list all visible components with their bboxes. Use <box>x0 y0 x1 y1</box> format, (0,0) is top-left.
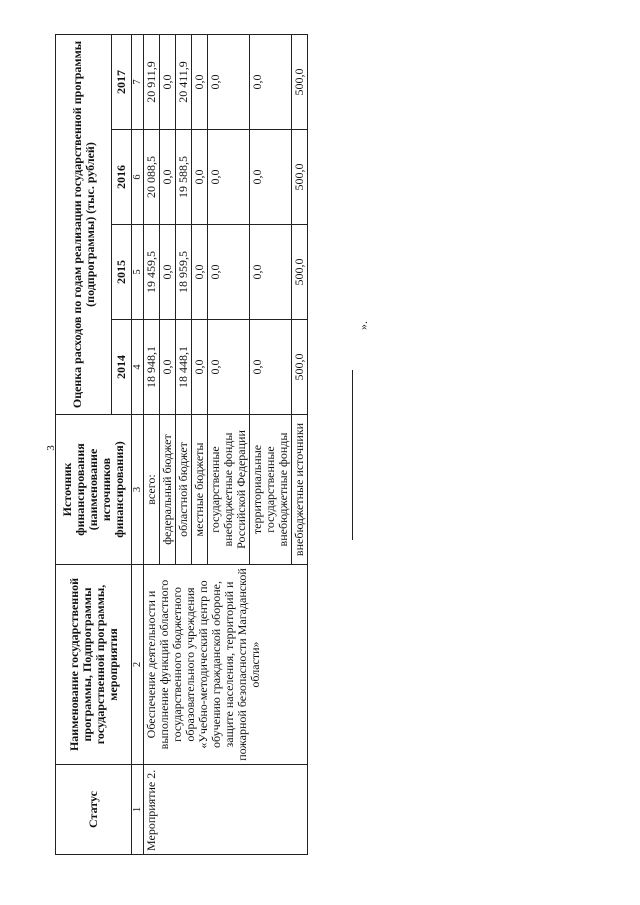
value-cell: 500,0 <box>292 34 308 129</box>
year-2016: 2016 <box>112 130 132 225</box>
expenditure-table <box>55 34 308 855</box>
source-label: государственные внебюджетные фонды Российской Федерации <box>208 415 250 565</box>
footer-mark <box>342 290 402 550</box>
table-row <box>144 34 160 854</box>
header-name: Наименование государственной программы, Подпрограммы государственной программы, мероприятия <box>56 565 132 765</box>
value-cell: 0,0 <box>160 34 176 129</box>
value-cell: 20 911,9 <box>144 34 160 129</box>
col-number: 3 <box>132 415 144 565</box>
value-cell: 18 448,1 <box>176 320 192 415</box>
value-cell: 500,0 <box>292 130 308 225</box>
value-cell: 0,0 <box>250 225 292 320</box>
value-cell: 0,0 <box>208 225 250 320</box>
value-cell: 0,0 <box>250 34 292 129</box>
value-cell: 0,0 <box>160 320 176 415</box>
row-status: Мероприятие 2. <box>144 765 308 855</box>
value-cell: 18 948,1 <box>144 320 160 415</box>
source-label: местные бюджеты <box>192 415 208 565</box>
value-cell: 0,0 <box>250 320 292 415</box>
header-source: Источник финансирования (наименование источников финансирования) <box>56 415 132 565</box>
value-cell: 0,0 <box>192 320 208 415</box>
col-number: 7 <box>132 34 144 129</box>
value-cell: 0,0 <box>208 130 250 225</box>
year-2017: 2017 <box>112 34 132 129</box>
value-cell: 0,0 <box>208 320 250 415</box>
value-cell: 0,0 <box>160 130 176 225</box>
value-cell: 0,0 <box>192 130 208 225</box>
row-name: Обеспечение деятельности и выполнение функций областного государственного бюджетного образовательного учреждения «Учебно-методический центр по обучению гражданской обороне, защите населения, территорий и пожарной безопасности Магаданской области» <box>144 565 308 765</box>
header-status: Статус <box>56 765 132 855</box>
source-label: внебюджетные источники <box>292 415 308 565</box>
source-label: областной бюджет <box>176 415 192 565</box>
year-2014: 2014 <box>112 320 132 415</box>
col-number: 2 <box>132 565 144 765</box>
value-cell: 0,0 <box>160 225 176 320</box>
col-number: 5 <box>132 225 144 320</box>
value-cell: 0,0 <box>250 130 292 225</box>
column-number-row <box>132 34 144 854</box>
col-number: 1 <box>132 765 144 855</box>
col-number: 4 <box>132 320 144 415</box>
source-label: федеральный бюджет <box>160 415 176 565</box>
value-cell: 20 411,9 <box>176 34 192 129</box>
value-cell: 0,0 <box>192 34 208 129</box>
value-cell: 0,0 <box>208 34 250 129</box>
value-cell: 19 459,5 <box>144 225 160 320</box>
footer-line <box>352 370 353 540</box>
value-cell: 18 959,5 <box>176 225 192 320</box>
col-number: 6 <box>132 130 144 225</box>
page-number: 3 <box>44 445 57 451</box>
value-cell: 0,0 <box>192 225 208 320</box>
value-cell: 19 588,5 <box>176 130 192 225</box>
footer-closing-quote: ». <box>356 321 370 330</box>
value-cell: 500,0 <box>292 320 308 415</box>
source-label: всего: <box>144 415 160 565</box>
year-2015: 2015 <box>112 225 132 320</box>
header-estimate: Оценка расходов по годам реализации государственной программы (подпрограммы) (тыс. рублей) <box>56 34 112 414</box>
value-cell: 500,0 <box>292 225 308 320</box>
value-cell: 20 088,5 <box>144 130 160 225</box>
source-label: территориальные государственные внебюджетные фонды <box>250 415 292 565</box>
